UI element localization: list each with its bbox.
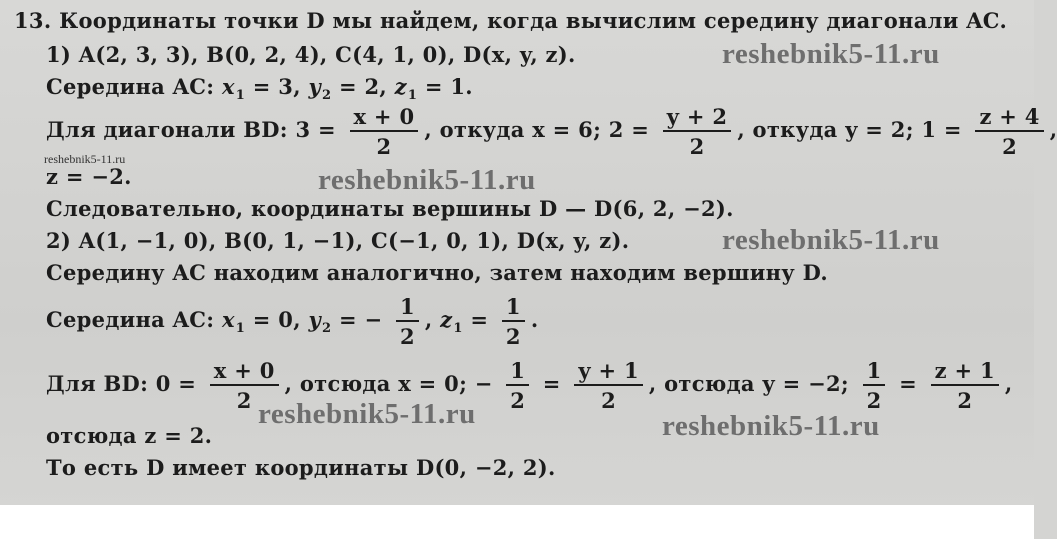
part1-z-result: z = −2.	[46, 164, 132, 189]
fraction-numerator: y + 2	[666, 104, 728, 129]
fraction	[574, 360, 643, 411]
midpoint-label: Середина AC:	[46, 74, 215, 99]
part1-given: 1) A(2, 3, 3), B(0, 2, 4), C(4, 1, 0), D(x, y, z).	[46, 42, 576, 67]
z-value: = 1.	[424, 74, 473, 99]
fraction-denominator: 2	[863, 384, 886, 411]
fraction-denominator: 2	[931, 384, 999, 411]
result-text: ,	[424, 307, 433, 332]
var-x: x	[221, 74, 235, 99]
equals-sign: =	[542, 371, 561, 396]
z-value: =	[470, 307, 489, 332]
fraction	[396, 296, 419, 347]
var-y: y	[308, 74, 321, 99]
fraction-denominator: 2	[210, 384, 279, 411]
y-value: = 2,	[338, 74, 387, 99]
result-text: ,	[1049, 117, 1057, 142]
subscript: 2	[321, 321, 332, 336]
fraction-denominator: 2	[502, 320, 525, 347]
fraction-numerator: 1	[505, 294, 521, 319]
subscript: 1	[453, 321, 463, 336]
result-text: , откуда x = 6; 2 =	[424, 117, 650, 142]
part2-midpoint-line	[46, 296, 538, 347]
bd-label: Для диагонали BD: 3 =	[46, 117, 336, 142]
problem-intro: Координаты точки D мы найдем, когда вычислим середину диагонали AC.	[59, 8, 1008, 33]
fraction	[663, 106, 732, 157]
fraction-numerator: z + 4	[979, 104, 1040, 129]
fraction-denominator: 2	[506, 384, 529, 411]
fraction	[975, 106, 1043, 157]
fraction-denominator: 2	[975, 130, 1043, 157]
problem-intro-line	[14, 8, 1007, 33]
x-value: = 3,	[252, 74, 301, 99]
watermark: reshebnik5-11.ru	[258, 398, 476, 430]
subscript: 1	[235, 88, 246, 103]
fraction-numerator: 1	[510, 358, 526, 383]
fraction-numerator: x + 0	[353, 104, 415, 129]
part1-conclusion: Следовательно, координаты вершины D — D(6, 2, −2).	[46, 196, 734, 221]
watermark: reshebnik5-11.ru	[722, 38, 940, 70]
x-value: = 0,	[252, 307, 301, 332]
fraction	[350, 106, 419, 157]
fraction	[502, 296, 525, 347]
fraction-numerator: 1	[399, 294, 415, 319]
fraction-denominator: 2	[396, 320, 419, 347]
fraction	[506, 360, 529, 411]
var-y: y	[308, 307, 321, 332]
bd-label: Для BD: 0 =	[46, 371, 197, 396]
watermark: reshebnik5-11.ru	[722, 224, 940, 256]
part1-midpoint-line	[46, 74, 473, 103]
fraction-denominator: 2	[574, 384, 643, 411]
var-z: z	[394, 74, 407, 99]
result-text: ,	[1004, 371, 1013, 396]
result-text: , отсюда x = 0; −	[284, 371, 493, 396]
y-value: = −	[338, 307, 383, 332]
fraction-numerator: z + 1	[934, 358, 995, 383]
midpoint-label: Середина AC:	[46, 307, 215, 332]
equals-sign: =	[899, 371, 918, 396]
result-text: .	[530, 307, 539, 332]
watermark: reshebnik5-11.ru	[318, 164, 536, 196]
problem-number: 13.	[14, 8, 52, 33]
part2-conclusion: То есть D имеет координаты D(0, −2, 2).	[46, 455, 556, 480]
subscript: 1	[407, 88, 418, 103]
fraction-numerator: 1	[866, 358, 882, 383]
subscript: 1	[235, 321, 246, 336]
fraction-numerator: y + 1	[578, 358, 639, 383]
watermark-small: reshebnik5-11.ru	[44, 152, 126, 166]
part1-bd-line	[46, 106, 1057, 157]
blank-margin	[0, 505, 1034, 539]
var-z: z	[440, 307, 453, 332]
fraction-numerator: x + 0	[213, 358, 275, 383]
result-text: , отсюда y = −2;	[648, 371, 849, 396]
subscript: 2	[321, 88, 332, 103]
fraction	[863, 360, 886, 411]
part2-bd-line	[46, 360, 1013, 411]
part2-method: Середину AC находим аналогично, затем находим вершину D.	[46, 260, 829, 285]
result-text: , откуда y = 2; 1 =	[737, 117, 962, 142]
watermark: reshebnik5-11.ru	[662, 410, 880, 442]
part2-given: 2) A(1, −1, 0), B(0, 1, −1), C(−1, 0, 1), D(x, y, z).	[46, 228, 630, 253]
part2-z-result: отсюда z = 2.	[46, 423, 213, 448]
fraction-denominator: 2	[350, 130, 419, 157]
fraction	[931, 360, 999, 411]
var-x: x	[221, 307, 235, 332]
fraction-denominator: 2	[663, 130, 732, 157]
